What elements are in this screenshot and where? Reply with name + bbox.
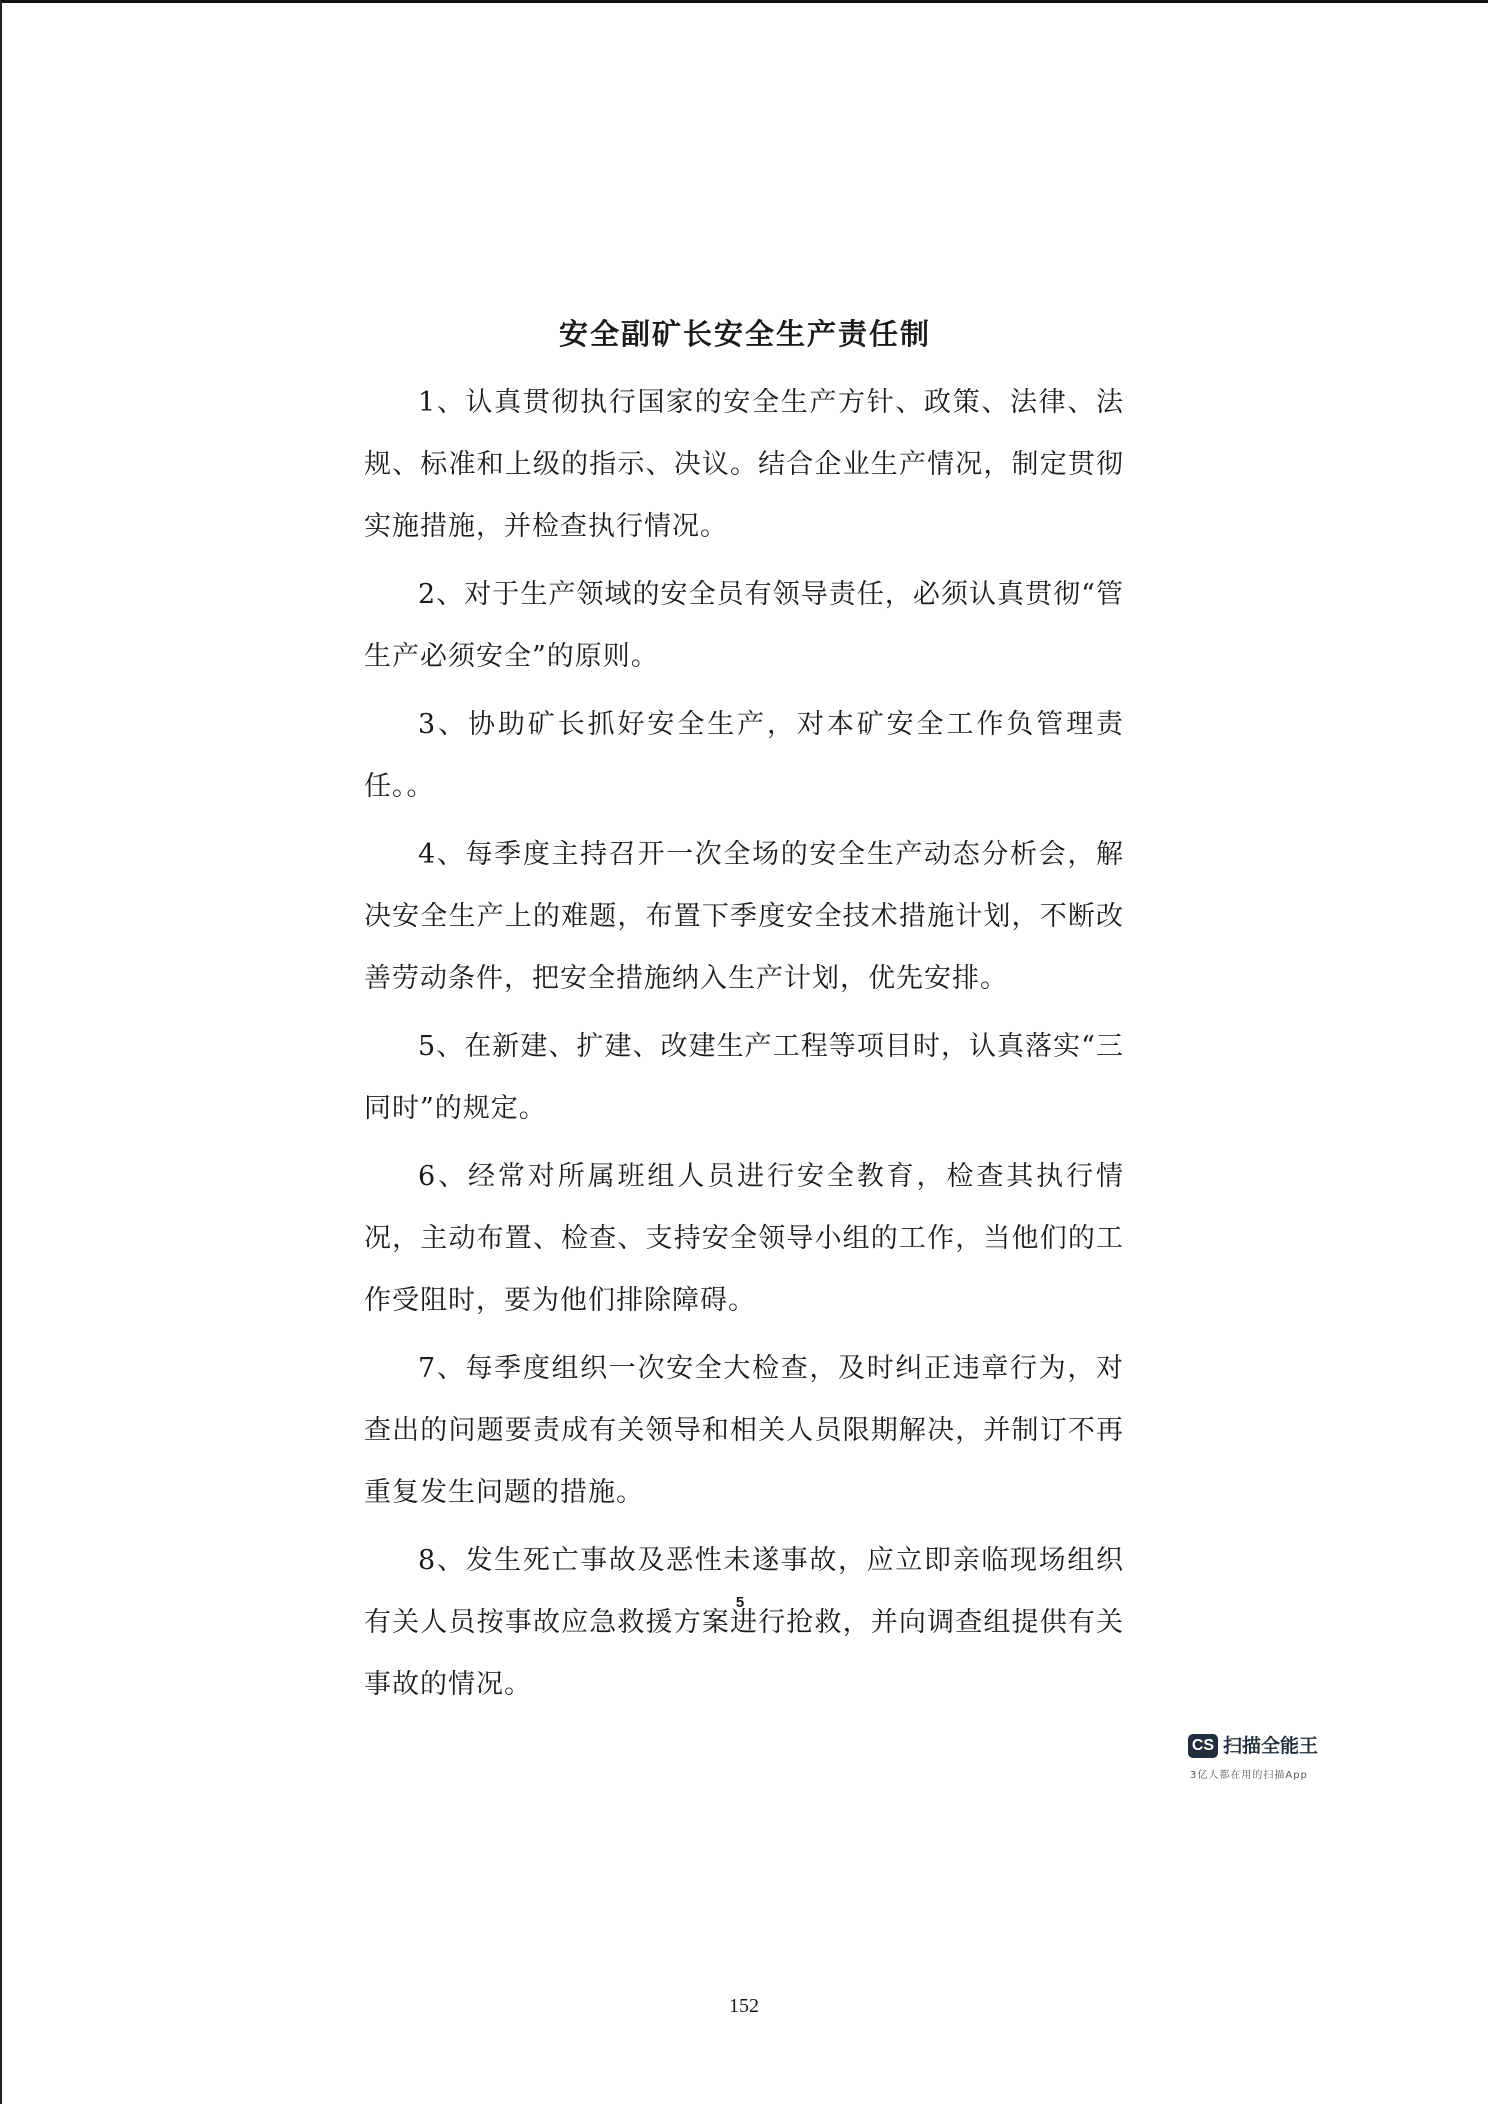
paragraph: 4、每季度主持召开一次全场的安全生产动态分析会，解决安全生产上的难题，布置下季度安全技术措施计划，不断改善劳动条件，把安全措施纳入生产计划，优先安排。 bbox=[364, 839, 1124, 994]
page-title: 安全副矿长安全生产责任制 bbox=[558, 317, 931, 351]
paragraph: 5、在新建、扩建、改建生产工程等项目时，认真落实“三同时”的规定。 bbox=[364, 1031, 1124, 1124]
watermark-title: 扫描全能王 bbox=[1223, 1735, 1319, 1757]
paragraph: 2、对于生产领域的安全员有领导责任，必须认真贯彻“管生产必须安全”的原则。 bbox=[364, 579, 1124, 672]
camscanner-logo-icon: CS bbox=[1188, 1734, 1218, 1758]
paragraph: 3、协助矿长抓好安全生产，对本矿安全工作负管理责任。。 bbox=[364, 709, 1124, 802]
watermark-slogan: 3亿人都在用的扫描App bbox=[1190, 1770, 1308, 1781]
paragraph: 1、认真贯彻执行国家的安全生产方针、政策、法律、法规、标准和上级的指示、决议。结合企业生产情况，制定贯彻实施措施，并检查执行情况。 bbox=[364, 387, 1124, 542]
paragraph: 6、经常对所属班组人员进行安全教育，检查其执行情况，主动布置、检查、支持安全领导小组的工作，当他们的工作受阻时，要为他们排除障碍。 bbox=[364, 1161, 1124, 1316]
inner-page-number: 5 bbox=[735, 1594, 745, 1611]
paragraph: 8、发生死亡事故及恶性未遂事故，应立即亲临现场组织有关人员按事故应急救援方案进行抢救，并向调查组提供有关事故的情况。 bbox=[364, 1545, 1124, 1700]
scanner-watermark bbox=[1188, 1734, 1328, 1788]
document-body bbox=[364, 372, 1124, 1722]
page-number: 152 bbox=[729, 1995, 759, 2017]
paragraph: 7、每季度组织一次安全大检查，及时纠正违章行为，对查出的问题要责成有关领导和相关人员限期解决，并制订不再重复发生问题的措施。 bbox=[364, 1353, 1124, 1508]
